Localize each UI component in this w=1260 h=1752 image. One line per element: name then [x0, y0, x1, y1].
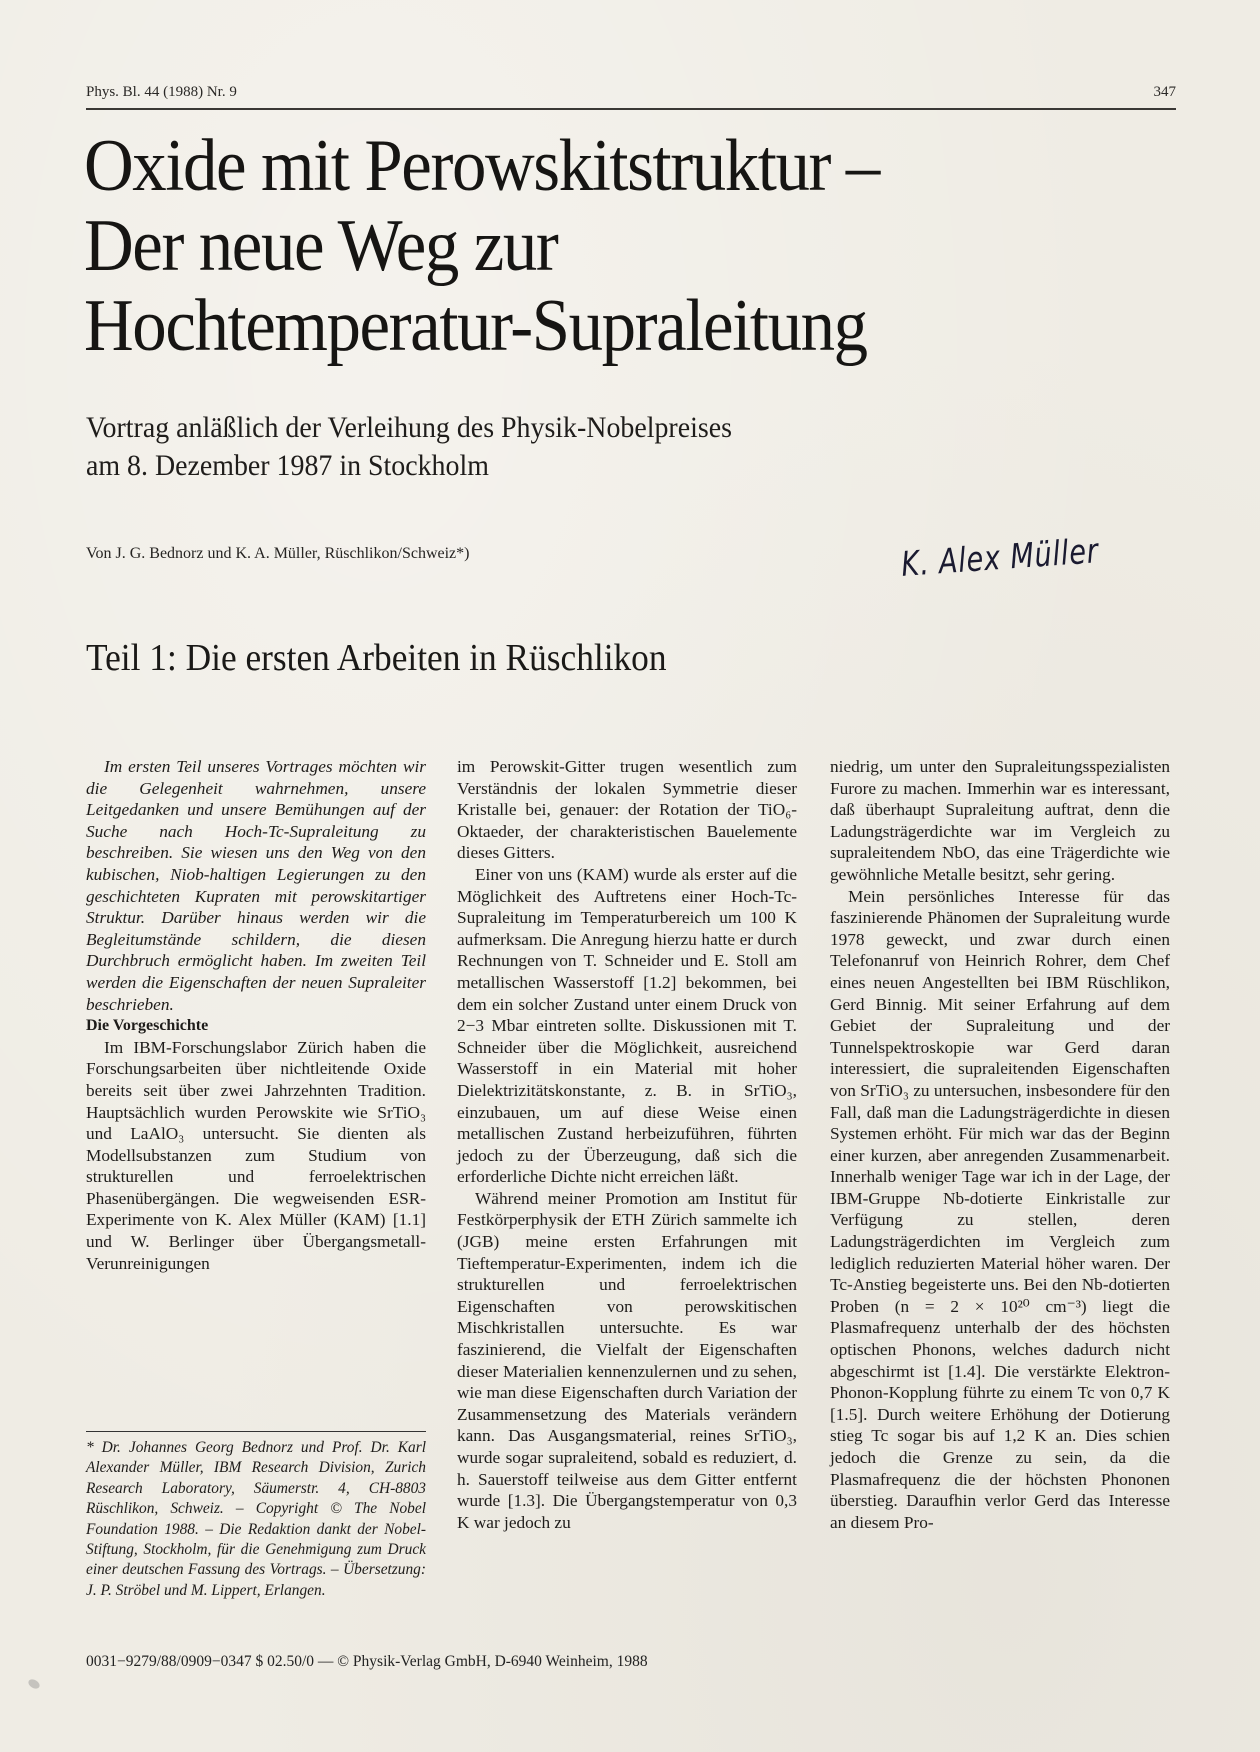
paragraph: Während meiner Promotion am Institut für Festkörperphysik der ETH Zürich sammelte ich (JGB) meine ersten Erfahrungen mit Tieftemperatur-Experimenten, indem ich die strukturellen und ferroelektrischen Eigenschaften von perowskitischen Mischkristallen untersuchte. Es war faszinierend, die Vielfalt der Eigenschaften dieser Materialien kennenzulernen und zu sehen, wie man diese Eigenschaften durch Variation der Zusammensetzung des Materials verändern kann. Das Ausgangsmaterial, reines SrTiO₃, wurde sogar supraleitend, sobald es reduziert, d. h. Sauerstoff teilweise aus dem Gitter entfernt wurde [1.3]. Die Übergangstemperatur von 0,3 K war jedoch zu — [457, 1188, 797, 1532]
handwritten-signature: K. Alex Müller — [900, 531, 1101, 585]
page-number: 347 — [1153, 84, 1176, 100]
text-column-3 — [830, 756, 1170, 1533]
title-line-1: Oxide mit Perowskitstruktur – — [84, 125, 879, 207]
author-footnote: * Dr. Johannes Georg Bednorz und Prof. Dr. Karl Alexander Müller, IBM Research Division, Zurich Research Laboratory, Säumerstr. 4, CH-8803 Rüschlikon, Schweiz. – Copyright © The Nobel Foundation 1988. – Die Redaktion dankt der Nobel-Stiftung, Stockholm, für die Genehmigung zum Druck einer deutschen Fassung des Vortrags. – Übersetzung: J. P. Ströbel und M. Lippert, Erlangen. — [86, 1439, 426, 1599]
paragraph: Einer von uns (KAM) wurde als erster auf die Möglichkeit des Auftretens einer Hoch-Tc-Supraleitung im Temperaturbereich um 100 K aufmerksam. Die Anregung hierzu hatte er durch Rechnungen von T. Schneider und E. Stoll am metallischen Wasserstoff [1.2] bekommen, bei dem ein solcher Zustand unter einem Druck von 2−3 Mbar eintreten sollte. Diskussionen mit T. Schneider über die Möglichkeit, ausreichend Wasserstoff in ein Material mit hoher Dielektrizitätskonstante, z. B. in SrTiO₃, einzubauen, um auf diese Weise einen metallischen Zustand herbeizuführen, führten jedoch zu der Überzeugung, daß sich die erforderliche Dichte nicht erreichen läßt. — [457, 864, 797, 1187]
abstract: Im ersten Teil unseres Vortrages möchten wir die Gelegenheit wahrnehmen, unsere Leitgedanken und unsere Bemühungen auf der Suche nach Hoch-Tc-Supraleitung zu beschreiben. Sie wiesen uns den Weg von den kubischen, Niob-haltigen Legierungen zu den geschichteten Kupraten mit perowskitartiger Struktur. Darüber hinaus werden wir die Begleitumstände schildern, die diesen Durchbruch ermöglicht haben. Im zweiten Teil werden die Eigenschaften der neuen Supraleiter beschrieben. — [86, 757, 426, 1014]
author-byline: Von J. G. Bednorz und K. A. Müller, Rüschlikon/Schweiz*) — [86, 545, 470, 562]
title-line-3: Hochtemperatur-Supraleitung — [84, 285, 867, 367]
copyright-footer: 0031−9279/88/0909−0347 $ 02.50/0 — © Physik-Verlag GmbH, D-6940 Weinheim, 1988 — [86, 1653, 648, 1670]
section-heading: Teil 1: Die ersten Arbeiten in Rüschlikon — [86, 637, 667, 679]
paragraph: im Perowskit-Gitter trugen wesentlich zum Verständnis der lokalen Symmetrie dieser Kristalle bei, genauer: der Rotation der TiO₆-Oktaeder, der charakteristischen Bauelemente dieses Gitters. — [457, 757, 797, 863]
subtitle-line-1: Vortrag anläßlich der Verleihung des Physik-Nobelpreises — [86, 411, 732, 444]
running-header — [86, 84, 1176, 101]
journal-citation: Phys. Bl. 44 (1988) Nr. 9 — [86, 84, 237, 100]
subtitle-line-2: am 8. Dezember 1987 in Stockholm — [86, 449, 489, 482]
article-subtitle — [86, 409, 1016, 485]
header-rule — [86, 108, 1176, 110]
subheading: Die Vorgeschichte — [86, 1017, 209, 1035]
title-line-2: Der neue Weg zur — [84, 205, 558, 287]
footnote-rule — [86, 1431, 426, 1432]
paragraph: Im IBM-Forschungslabor Zürich haben die Forschungsarbeiten über nichtleitende Oxide bereits seit über zwei Jahrzehnten Tradition. Hauptsächlich wurden Perowskite wie SrTiO₃ und LaAlO₃ untersucht. Sie dienten als Modellsubstanzen zum Studium von strukturellen und ferroelektrischen Phasenübergängen. Die wegweisenden ESR-Experimente von K. Alex Müller (KAM) [1.1] und W. Berlinger über Übergangsmetall-Verunreinigungen — [86, 1037, 426, 1273]
text-column-2 — [457, 756, 797, 1533]
article-title — [84, 126, 1107, 366]
text-column-1 — [86, 756, 426, 1274]
paragraph: Mein persönliches Interesse für das faszinierende Phänomen der Supraleitung wurde 1978 geweckt, und zwar durch einen Telefonanruf von Heinrich Rohrer, dem Chef eines neuen Angestellten bei IBM Rüschlikon, Gerd Binnig. Mit seiner Erfahrung auf dem Gebiet der Supraleitung und der Tunnelspektroskopie war Gerd daran interessiert, die supraleitenden Eigenschaften von SrTiO₃ zu untersuchen, insbesondere für den Fall, daß man die Ladungsträgerdichte in diesen Systemen erhöht. Für mich war das der Beginn einer kurzen, aber anregenden Zusammenarbeit. Innerhalb weniger Tage war ich in der Lage, der IBM-Gruppe Nb-dotierte Einkristalle zur Verfügung zu stellen, deren Ladungsträgerdichten im Vergleich zum lediglich reduzierten Material höher waren. Der Tc-Anstieg begeisterte uns. Bei den Nb-dotierten Proben (n = 2 × 10²⁰ cm⁻³) liegt die Plasmafrequenz unterhalb der des höchsten optischen Phonons, welches dadurch nicht abgeschirmt ist [1.4]. Die verstärkte Elektron-Phonon-Kopplung führte zu einem Tc von 0,7 K [1.5]. Durch weitere Erhöhung der Dotierung stieg Tc sogar bis auf 1,2 K an. Dies schien jedoch die Grenze zu sein, da die Plasmafrequenz die der höchsten Phononen überstieg. Daraufhin verlor Gerd das Interesse an diesem Pro- — [830, 886, 1170, 1532]
paragraph: niedrig, um unter den Supraleitungsspezialisten Furore zu machen. Immerhin war es interessant, daß überhaupt Supraleitung auftrat, denn die Ladungsträgerdichte war im Vergleich zu supraleitendem NbO, das eine Trägerdichte wie gewöhnliche Metalle besitzt, sehr gering. — [830, 757, 1170, 884]
